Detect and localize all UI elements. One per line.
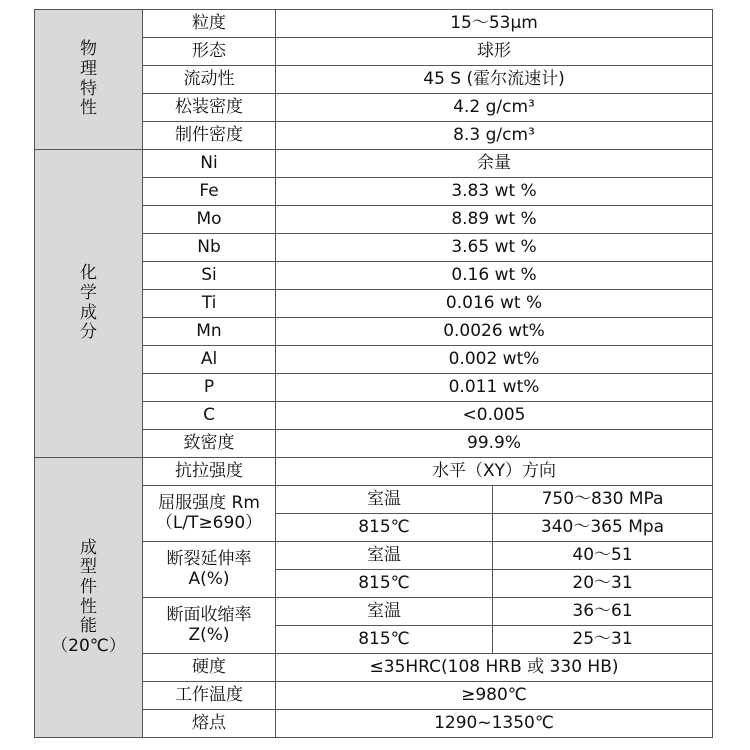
reduction-hot-value: 25～31	[493, 626, 713, 654]
row-value: 99.9%	[276, 430, 713, 458]
elongation-label: 断裂延伸率 A(%)	[143, 542, 276, 598]
row-value: 8.89 wt %	[276, 206, 713, 234]
condition-hot: 815℃	[276, 626, 493, 654]
row-label: 形态	[143, 38, 276, 66]
work-temp-value: ≥980℃	[276, 682, 713, 710]
row-label: Fe	[143, 178, 276, 206]
row-label: C	[143, 402, 276, 430]
row-value: 0.16 wt %	[276, 262, 713, 290]
table-row	[35, 458, 713, 486]
reduction-label: 断面收缩率 Z(%)	[143, 598, 276, 654]
row-label: 松装密度	[143, 94, 276, 122]
row-label: Nb	[143, 234, 276, 262]
reduction-room-value: 36～61	[493, 598, 713, 626]
row-label: 致密度	[143, 430, 276, 458]
row-value: 8.3 g/cm³	[276, 122, 713, 150]
condition-room: 室温	[276, 542, 493, 570]
condition-room: 室温	[276, 486, 493, 514]
melting-point-value: 1290~1350℃	[276, 710, 713, 738]
row-label: Mn	[143, 318, 276, 346]
table-row	[35, 10, 713, 38]
condition-room: 室温	[276, 598, 493, 626]
row-label: 流动性	[143, 66, 276, 94]
row-label: Ti	[143, 290, 276, 318]
category-chemical: 化 学 成 分	[35, 150, 143, 458]
row-label: Si	[143, 262, 276, 290]
row-value: <0.005	[276, 402, 713, 430]
hardness-label: 硬度	[143, 654, 276, 682]
row-value: 3.83 wt %	[276, 178, 713, 206]
yield-label: 屈服强度 Rm （L/T≥690）	[143, 486, 276, 542]
yield-room-value: 750～830 MPa	[493, 486, 713, 514]
row-value: 0.016 wt %	[276, 290, 713, 318]
table-row	[35, 150, 713, 178]
melting-point-label: 熔点	[143, 710, 276, 738]
row-value: 45 S (霍尔流速计)	[276, 66, 713, 94]
condition-hot: 815℃	[276, 514, 493, 542]
spec-table	[34, 9, 713, 738]
row-value: 余量	[276, 150, 713, 178]
row-label: Ni	[143, 150, 276, 178]
row-label: Mo	[143, 206, 276, 234]
row-value: 0.011 wt%	[276, 374, 713, 402]
row-label: 制件密度	[143, 122, 276, 150]
category-forming: 成 型 件 性 能 （20℃）	[35, 458, 143, 738]
yield-hot-value: 340～365 Mpa	[493, 514, 713, 542]
elongation-room-value: 40～51	[493, 542, 713, 570]
row-value: 4.2 g/cm³	[276, 94, 713, 122]
row-value: 0.0026 wt%	[276, 318, 713, 346]
hardness-value: ≤35HRC(108 HRB 或 330 HB)	[276, 654, 713, 682]
row-label: Al	[143, 346, 276, 374]
elongation-hot-value: 20～31	[493, 570, 713, 598]
tensile-label: 抗拉强度	[143, 458, 276, 486]
row-label: 粒度	[143, 10, 276, 38]
tensile-direction: 水平（XY）方向	[276, 458, 713, 486]
row-label: P	[143, 374, 276, 402]
row-value: 球形	[276, 38, 713, 66]
category-physical: 物 理 特 性	[35, 10, 143, 150]
work-temp-label: 工作温度	[143, 682, 276, 710]
row-value: 15～53μm	[276, 10, 713, 38]
row-value: 3.65 wt %	[276, 234, 713, 262]
row-value: 0.002 wt%	[276, 346, 713, 374]
condition-hot: 815℃	[276, 570, 493, 598]
